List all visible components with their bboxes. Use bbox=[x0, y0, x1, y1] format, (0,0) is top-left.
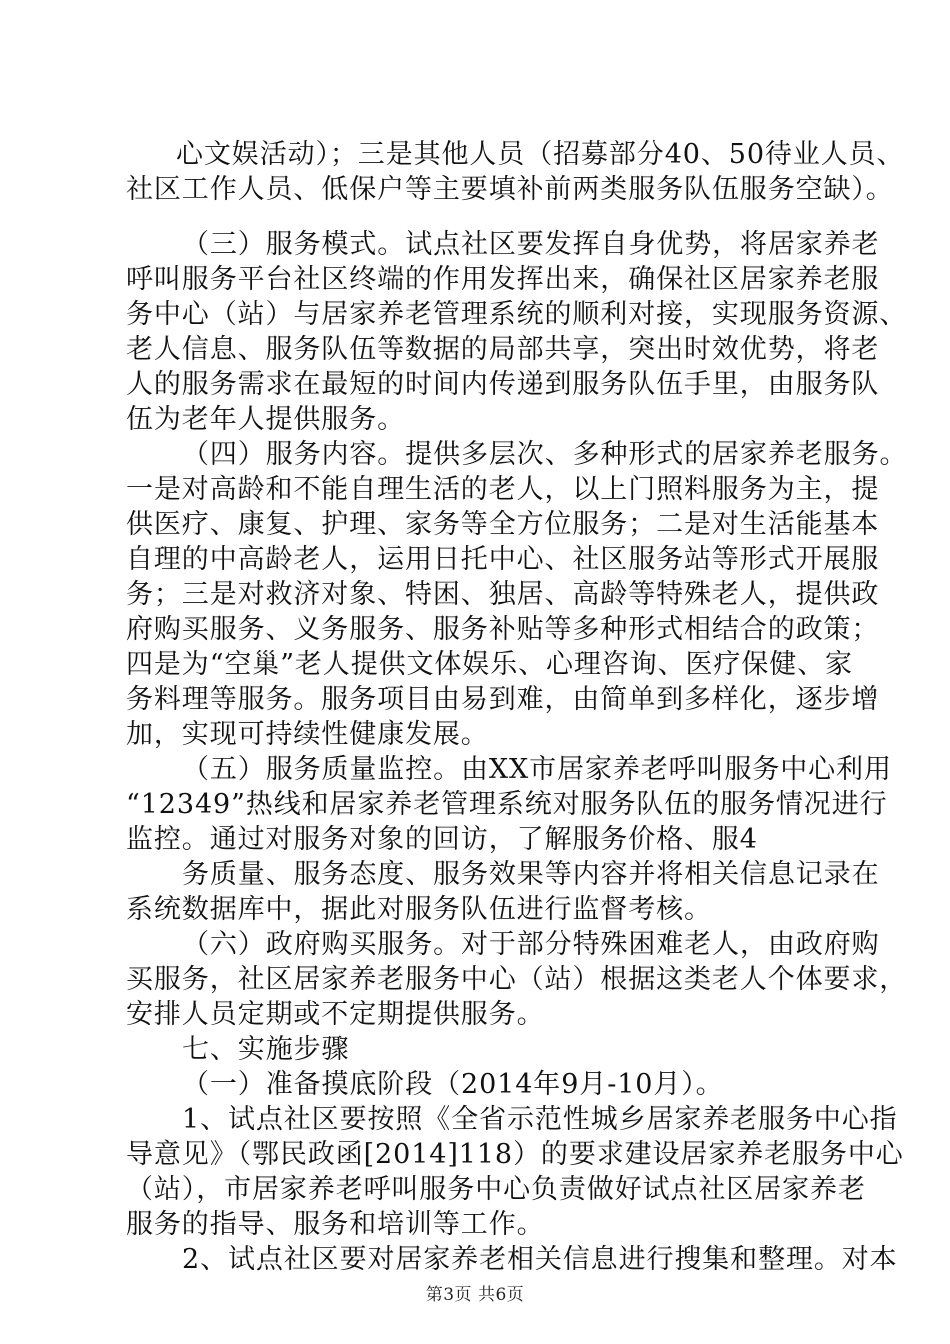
text-line: 供医疗、康复、护理、家务等全方位服务；二是对生活能基本 bbox=[126, 509, 880, 540]
text-line: （一）准备摸底阶段（2014年9月-10月）。 bbox=[182, 1069, 724, 1100]
text-line: 四是为“空巢”老人提供文体娱乐、心理咨询、医疗保健、家 bbox=[126, 649, 853, 680]
text-line: 人的服务需求在最短的时间内传递到服务队伍手里，由服务队 bbox=[126, 369, 880, 400]
text-line: 务料理等服务。服务项目由易到难，由简单到多样化，逐步增 bbox=[126, 684, 880, 715]
text-line: （五）服务质量监控。由XX市居家养老呼叫服务中心利用 bbox=[182, 754, 892, 785]
text-line: 心文娱活动）；三是其他人员（招募部分40、50待业人员、 bbox=[176, 139, 905, 170]
text-line: （四）服务内容。提供多层次、多种形式的居家养老服务。 bbox=[182, 439, 908, 470]
text-line: （六）政府购买服务。对于部分特殊困难老人，由政府购 bbox=[182, 929, 880, 960]
text-line: 1、试点社区要按照《全省示范性城乡居家养老服务中心指 bbox=[182, 1104, 898, 1135]
text-line: 买服务，社区居家养老服务中心（站）根据这类老人个体要求， bbox=[126, 964, 908, 995]
text-line: 府购买服务、义务服务、服务补贴等多种形式相结合的政策； bbox=[126, 614, 880, 645]
text-line: 老人信息、服务队伍等数据的局部共享，突出时效优势，将老 bbox=[126, 334, 880, 365]
text-line: 务；三是对救济对象、特困、独居、高龄等特殊老人，提供政 bbox=[126, 579, 880, 610]
text-line: （站），市居家养老呼叫服务中心负责做好试点社区居家养老 bbox=[126, 1174, 866, 1205]
text-line: 自理的中高龄老人，运用日托中心、社区服务站等形式开展服 bbox=[126, 544, 880, 575]
text-line: 服务的指导、服务和培训等工作。 bbox=[126, 1209, 545, 1240]
text-line: 安排人员定期或不定期提供服务。 bbox=[126, 999, 545, 1030]
text-line: 系统数据库中，据此对服务队伍进行监督考核。 bbox=[126, 894, 712, 925]
text-line: 呼叫服务平台社区终端的作用发挥出来，确保社区居家养老服 bbox=[126, 264, 880, 295]
text-line: 社区工作人员、低保户等主要填补前两类服务队伍服务空缺）。 bbox=[126, 174, 894, 205]
text-line: “12349”热线和居家养老管理系统对服务队伍的服务情况进行 bbox=[126, 789, 888, 820]
section-heading: 七、实施步骤 bbox=[182, 1034, 350, 1065]
text-line: 导意见》（鄂民政函[2014]118）的要求建设居家养老服务中心 bbox=[126, 1139, 904, 1170]
text-line: 务质量、服务态度、服务效果等内容并将相关信息记录在 bbox=[182, 859, 880, 890]
text-line: 伍为老年人提供服务。 bbox=[126, 404, 405, 435]
text-line: 务中心（站）与居家养老管理系统的顺利对接，实现服务资源、 bbox=[126, 299, 908, 330]
text-line: 2、试点社区要对居家养老相关信息进行搜集和整理。对本 bbox=[182, 1244, 898, 1275]
text-line: 监控。通过对服务对象的回访，了解服务价格、服4 bbox=[126, 824, 758, 855]
text-line: 加，实现可持续性健康发展。 bbox=[126, 719, 489, 750]
page-number-footer: 第3页 共6页 bbox=[425, 1285, 525, 1305]
text-line: 一是对高龄和不能自理生活的老人，以上门照料服务为主，提 bbox=[126, 474, 880, 505]
text-line: （三）服务模式。试点社区要发挥自身优势，将居家养老 bbox=[182, 229, 880, 260]
